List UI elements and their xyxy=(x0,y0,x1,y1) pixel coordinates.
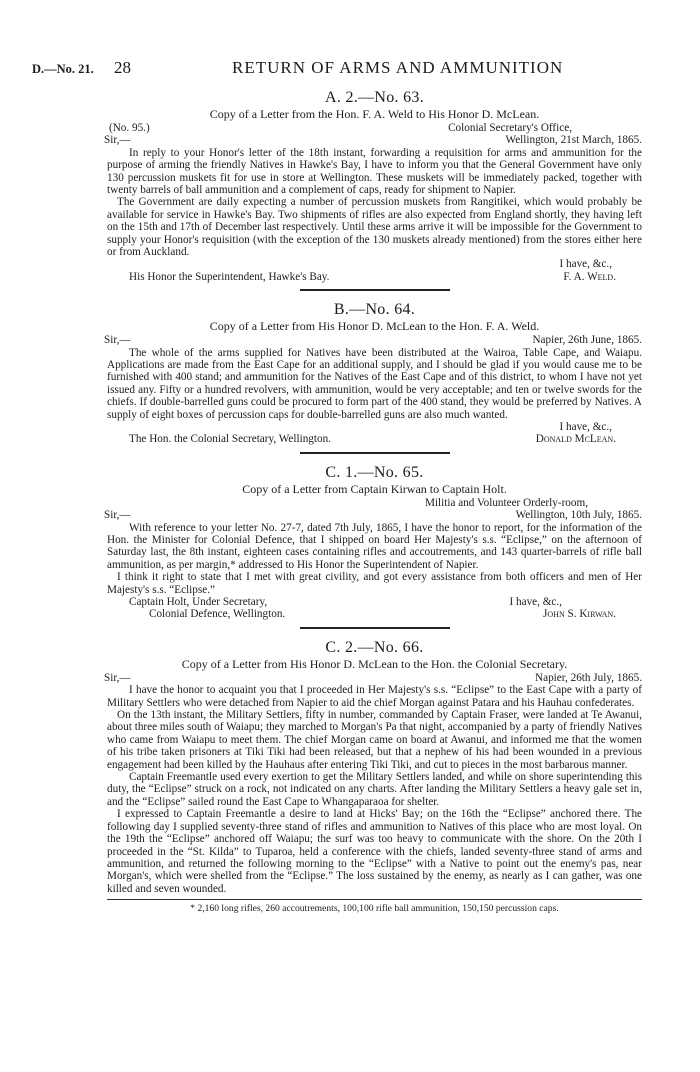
letter-date: Wellington, 10th July, 1865. xyxy=(515,509,642,522)
paragraph: I expressed to Captain Freemantle a desire to land at Hicks' Bay; on the 16th the “Eclipse” anchored there. The following day I supplied seventy-three stand of rifles and ammunition to Natives of this place who are most loyal. On the 19th the “Eclipse” anchored off Waiapu; the surf was too heavy to communicate with the shore. On the 20th I proceeded in the “St. Kilda” to Tuparoa, held a conference with the chiefs, landed seventy-three stand of arms and ammunition, and returned the following morning to the “Eclipse” with a Native to point out the enemy's pas, near Morgan's, which were shelled from the “Eclipse.” The loss sustained by the enemy, as nearly as I can gather, was one killed and seven wounded. xyxy=(107,808,642,895)
document-reference: D.—No. 21. xyxy=(32,62,94,76)
letter-heading: B.—No. 64. xyxy=(333,301,416,319)
addressee-line: Captain Holt, Under Secretary, xyxy=(129,596,268,609)
paragraph: I have the honor to acquaint you that I proceeded in Her Majesty's s.s. “Eclipse” to the East Cape with a party of Military Settlers who were detached from Napier to aid the chief Morgan against Patara and his Hauhau confederates. xyxy=(107,684,642,709)
signature: Donald McLean. xyxy=(535,433,616,446)
letter-heading: C. 1.—No. 65. xyxy=(325,463,424,481)
letter-c2 xyxy=(104,638,642,895)
salutation: Sir,— xyxy=(104,671,131,684)
paragraph: I think it right to state that I met with great civility, and got every assistance from both officers and men of Her Majesty's s.s. “Eclipse.” xyxy=(107,571,642,596)
page-header xyxy=(32,58,672,80)
closing: I have, &c., xyxy=(509,596,562,609)
section-divider xyxy=(300,289,450,291)
closing: I have, &c., xyxy=(559,421,612,434)
letter-date: Wellington, 21st March, 1865. xyxy=(505,134,642,147)
page-number: 28 xyxy=(114,58,131,77)
letter-subtitle: Copy of a Letter from Captain Kirwan to Captain Holt. xyxy=(242,481,507,496)
salutation: Sir,— xyxy=(104,334,131,347)
sender-office: Colonial Secretary's Office, xyxy=(448,122,572,134)
letter-b xyxy=(104,300,642,446)
paragraph: The whole of the arms supplied for Natives have been distributed at the Wairoa, Table Cape, and Waiapu. Applications are made from the East Cape for an additional supply, and I should be glad if you would cause me to be furnished with 400 stand; and ammunition for the Natives of the East Cape and of this district, to whom I have not yet issued any. Fifty or a hundred revolvers, with ammunition, would be very acceptable; and ten or twelve swords for the chiefs. If double-barrelled guns could be procured to form part of the 400 stand, they would be preferred by Natives. A supply of eight boxes of percussion caps for double-barrelled guns are also much wanted. xyxy=(107,346,642,421)
letter-a2 xyxy=(104,88,642,283)
paragraph: Captain Freemantle used every exertion to get the Military Settlers landed, and while on shore superintending this duty, the “Eclipse” struck on a rock, not indicated on any charts. After landing the Military Settlers a heavy gale set in, and the “Eclipse” sailed round the East Cape to Whangaparaoa for shelter. xyxy=(107,771,642,808)
letter-heading: A. 2.—No. 63. xyxy=(324,89,424,106)
addressee: The Hon. the Colonial Secretary, Wellington. xyxy=(129,433,331,446)
document-body xyxy=(104,88,642,915)
letter-subtitle: Copy of a Letter from His Honor D. McLean to the Hon. the Colonial Secretary. xyxy=(181,656,568,671)
letter-subtitle: Copy of a Letter from His Honor D. McLean to the Hon. F. A. Weld. xyxy=(209,319,540,334)
signature: John S. Kirwan. xyxy=(543,608,616,621)
letter-subtitle: Copy of a Letter from the Hon. F. A. Weld to His Honor D. McLean. xyxy=(209,107,540,121)
footnote: * 2,160 long rifles, 260 accoutrements, 100,100 rifle ball ammunition, 150,150 percussion caps. xyxy=(190,903,559,915)
addressee: His Honor the Superintendent, Hawke's Bay. xyxy=(129,270,330,283)
footnote-rule xyxy=(107,899,642,900)
letter-c1 xyxy=(104,463,642,621)
paragraph: The Government are daily expecting a number of percussion muskets from Rangitikei, which would probably be available for service in Hawke's Bay. Two shipments of rifles are also expected from England shortly, they having left on the 15th and 17th of December last respectively. Until these arms arrive it will be impossible for the Government to supply your Honor's requisition (with the exception of the 130 muskets already mentioned) from the stores either here or from Auckland. xyxy=(107,196,642,259)
paragraph: In reply to your Honor's letter of the 18th instant, forwarding a requisition for arms and ammunition for the purpose of arming the friendly Natives in Hawke's Bay, I have to inform you that the General Government have only 130 percussion muskets fit for use in store at Wellington. These muskets will be immediately packed, together with twenty barrels of ball ammunition and a complement of caps, ready for shipment to Napier. xyxy=(107,146,642,196)
letter-date: Napier, 26th July, 1865. xyxy=(535,671,642,684)
paragraph: On the 13th instant, the Military Settlers, fifty in number, commanded by Captain Fraser, were landed at Te Awanui, about three miles south of Waiapu; they marched to Morgan's Pa that night, accompanied by a party of friendly Natives who came from Waiapu to meet them. The chief Morgan came on board at Awanui, and informed me that the women of his tribe taken prisoners at Tiki Tiki had been released, but that a nephew of his had been wounded in a previous engagement had been killed by the Hauhaus after entering Tiki Tiki, and cut to pieces in the most barbarous manner. xyxy=(107,709,642,771)
letter-heading: C. 2.—No. 66. xyxy=(325,638,424,656)
sender-office: Militia and Volunteer Orderly-room, xyxy=(424,496,588,509)
letter-number: (No. 95.) xyxy=(109,122,150,134)
salutation: Sir,— xyxy=(104,134,131,147)
addressee-line: Colonial Defence, Wellington. xyxy=(149,608,286,621)
closing: I have, &c., xyxy=(559,258,612,271)
running-title: RETURN OF ARMS AND AMMUNITION xyxy=(232,58,564,77)
section-divider xyxy=(300,452,450,454)
signature: F. A. Weld. xyxy=(563,270,616,283)
paragraph: With reference to your letter No. 27-7, dated 7th July, 1865, I have the honor to report, for the information of the Hon. the Minister for Colonial Defence, that I shipped on board Her Majesty's s.s. “Eclipse,” on the afternoon of Saturday last, the 8th instant, eighteen cases containing rifles and accoutrements, and 143 quarter-barrels of rifle ball ammunition, as per margin,* addressed to His Honor the Superintendent of Napier. xyxy=(107,521,642,571)
salutation: Sir,— xyxy=(104,509,131,522)
section-divider xyxy=(300,627,450,629)
letter-date: Napier, 26th June, 1865. xyxy=(532,334,642,347)
